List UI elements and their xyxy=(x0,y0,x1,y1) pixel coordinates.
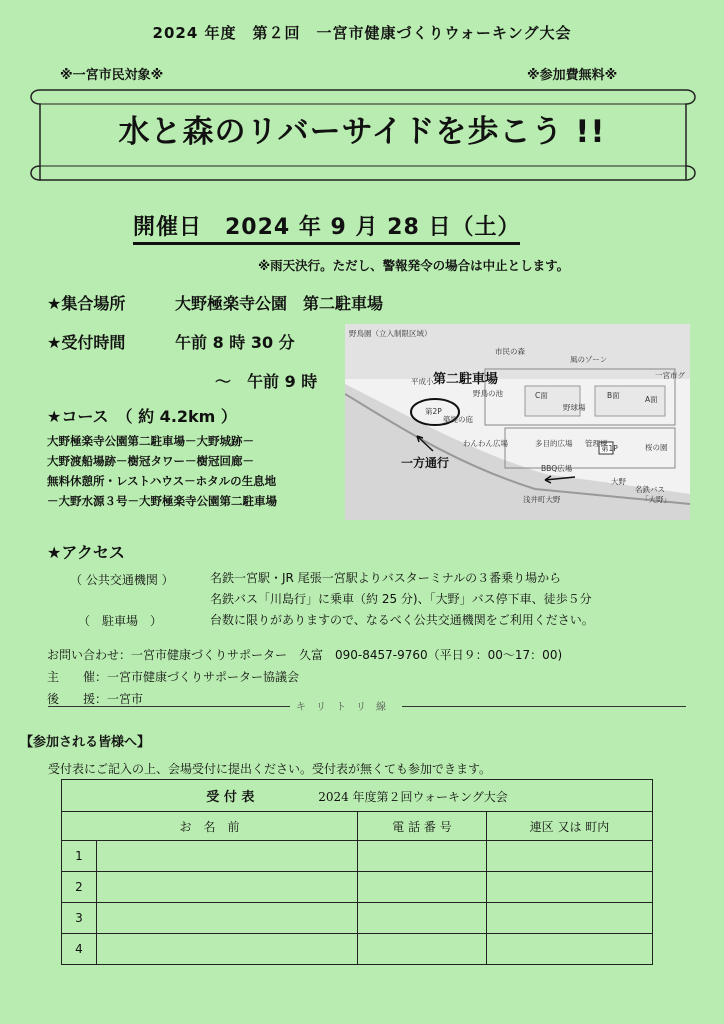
row-number: 2 xyxy=(62,872,97,903)
contact-organizer: 主 催：一宮市健康づくりサポーター協議会 xyxy=(47,670,300,684)
map-label-p2: 第2P xyxy=(425,407,442,416)
map-label-citizens-forest: 市民の森 xyxy=(495,347,525,356)
form-row xyxy=(62,934,653,965)
col-name: お 名 前 xyxy=(62,812,358,841)
reception-label: ★受付時間 xyxy=(47,333,126,352)
map-label-c-field: C面 xyxy=(535,391,548,400)
access-heading: ★アクセス xyxy=(47,543,125,562)
row-number: 3 xyxy=(62,903,97,934)
phone-field[interactable] xyxy=(358,872,487,903)
phone-field[interactable] xyxy=(358,841,487,872)
event-date: 開催日 2024 年 9 月 28 日（土） xyxy=(133,210,520,245)
course-label: ★コース （ 約 4.2km ） xyxy=(47,407,237,426)
cut-line-label: キリトリ線 xyxy=(290,698,402,713)
map-label-garden: 築堤の庭 xyxy=(443,415,473,424)
map-label-dog-park: わんわん広場 xyxy=(463,439,508,448)
name-field[interactable] xyxy=(97,872,358,903)
form-row xyxy=(62,841,653,872)
map-label-b-field: B面 xyxy=(607,391,620,400)
map-label-bbq: BBQ広場 xyxy=(541,464,573,473)
phone-field[interactable] xyxy=(358,903,487,934)
district-field[interactable] xyxy=(487,934,653,965)
meeting-place: 大野極楽寺公園 第二駐車場 xyxy=(175,294,384,313)
map-label-bird-pond: 野鳥の池 xyxy=(473,389,503,398)
fee-note: ※参加費無料※ xyxy=(527,68,618,83)
name-field[interactable] xyxy=(97,841,358,872)
contact-support: 後 援：一宮市 xyxy=(47,692,144,706)
col-district: 連区 又は 町内 xyxy=(487,812,653,841)
name-field[interactable] xyxy=(97,934,358,965)
eligibility-note: ※一宮市民対象※ xyxy=(60,68,164,83)
map-parking-label: 第二駐車場 xyxy=(433,372,499,387)
col-phone: 電 話 番 号 xyxy=(358,812,487,841)
main-title: 水と森のリバーサイドを歩こう !! xyxy=(118,114,606,150)
reception-end: ～ 午前 9 時 xyxy=(215,372,318,391)
course-map xyxy=(345,324,690,520)
map-label-bus-stop: 「大野」 xyxy=(641,495,671,504)
phone-field[interactable] xyxy=(358,934,487,965)
map-label-asai: 浅井町大野 xyxy=(523,495,561,504)
map-label-bird-park: 野鳥園（立入制限区域） xyxy=(349,329,432,338)
map-label-a-field: A面 xyxy=(645,395,658,404)
participants-heading: 【参加される皆様へ】 xyxy=(20,735,151,750)
name-field[interactable] xyxy=(97,903,358,934)
map-label-ono: 大野 xyxy=(611,477,626,486)
form-header xyxy=(62,780,653,812)
registration-form xyxy=(61,779,653,965)
map-label-p1: 第1P xyxy=(601,444,618,453)
contact-inquiry: お問い合わせ：一宮市健康づくりサポーター 久富 090-8457-9760（平日９：00～17：00) xyxy=(47,648,563,662)
form-row xyxy=(62,872,653,903)
map-one-way-label: 一方通行 xyxy=(401,456,450,470)
map-label-office: 管理棟 xyxy=(585,439,608,448)
map-label-bus: 名鉄バス xyxy=(635,485,665,494)
map-label-ichinomiya: 一宮市グ xyxy=(655,371,685,380)
map-label-multipurpose: 多目的広場 xyxy=(535,439,573,448)
row-number: 1 xyxy=(62,841,97,872)
form-subtitle: 2024 年度第２回ウォーキング大会 xyxy=(318,790,508,804)
participants-instructions: 受付表にご記入の上、会場受付に提出ください。受付表が無くても参加できます。 xyxy=(48,762,492,776)
map-label-ballpark: 野球場 xyxy=(563,403,586,412)
map-label-heisei: 平成小 xyxy=(411,377,434,386)
row-number: 4 xyxy=(62,934,97,965)
access-directions: 名鉄一宮駅・JR 尾張一宮駅よりバスターミナルの３番乗り場から 名鉄バス「川島行」に乗車（約 25 分)、「大野」バス停下車、徒歩５分 台数に限りがありますので、なるべく公共交通機関をご利用ください。 xyxy=(210,571,594,627)
course-route: 大野極楽寺公園第二駐車場－大野城跡－ 大野渡船場跡－樹冠タワー－樹冠回廊－ 無料休憩所・レストハウス－ホタルの生息地 －大野水源３号－大野極楽寺公園第二駐車場 xyxy=(47,434,277,508)
map-label-sakura: 桜の園 xyxy=(645,443,668,452)
rain-note: ※雨天決行。ただし、警報発令の場合は中止とします。 xyxy=(258,258,570,273)
district-field[interactable] xyxy=(487,841,653,872)
form-row xyxy=(62,903,653,934)
public-transport-label: （ 公共交通機関 ） xyxy=(70,573,174,587)
district-field[interactable] xyxy=(487,872,653,903)
meeting-label: ★集合場所 xyxy=(47,294,126,313)
map-label-wind-zone: 風のゾーン xyxy=(570,355,608,364)
district-field[interactable] xyxy=(487,903,653,934)
form-title: 受 付 表 xyxy=(206,790,255,805)
reception-start: 午前 8 時 30 分 xyxy=(175,333,295,352)
parking-label: （ 駐車場 ） xyxy=(78,614,163,628)
event-series-title: 2024 年度 第２回 一宮市健康づくりウォーキング大会 xyxy=(152,24,572,42)
